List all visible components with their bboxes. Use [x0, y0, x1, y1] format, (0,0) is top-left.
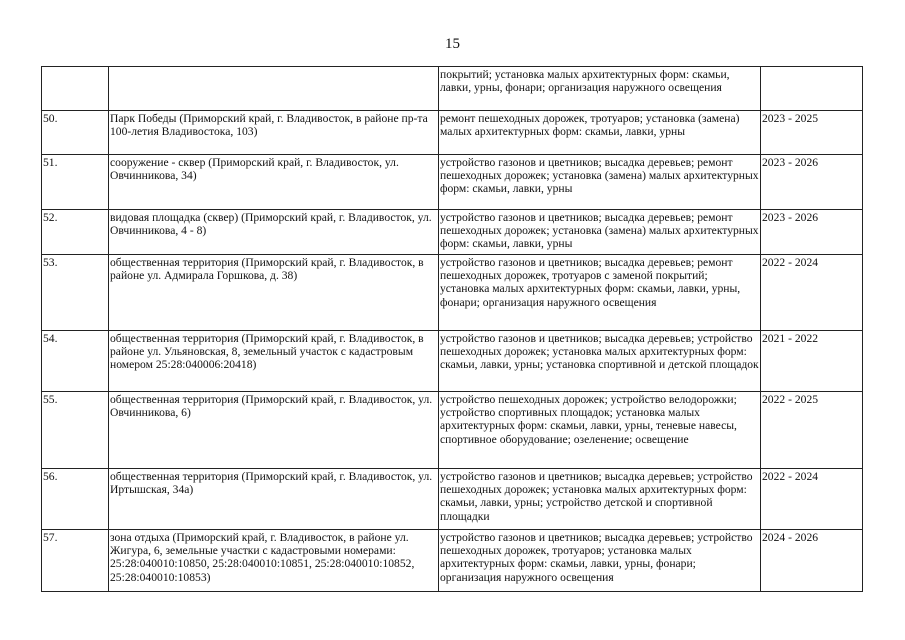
object-cell: общественная территория (Приморский край, г. Владивосток, в районе ул. Адмирала Горшкова, д. 38) — [109, 255, 439, 331]
table-row — [42, 469, 863, 530]
years-cell: 2024 - 2026 — [761, 530, 863, 592]
table-row — [42, 255, 863, 331]
row-number: 51. — [42, 155, 109, 210]
object-cell: общественная территория (Приморский край, г. Владивосток, ул. Овчинникова, 6) — [109, 392, 439, 469]
years-cell: 2022 - 2024 — [761, 255, 863, 331]
table-row — [42, 67, 863, 111]
object-cell — [109, 67, 439, 111]
table-row — [42, 392, 863, 469]
years-cell: 2021 - 2022 — [761, 331, 863, 392]
works-cell: устройство газонов и цветников; высадка деревьев; устройство пешеходных дорожек; установка малых архитектурных форм: скамьи, лавки, урны; установка спортивной и детской площадок — [439, 331, 761, 392]
row-number: 56. — [42, 469, 109, 530]
object-cell: видовая площадка (сквер) (Приморский край, г. Владивосток, ул. Овчинникова, 4 - 8) — [109, 210, 439, 255]
row-number: 54. — [42, 331, 109, 392]
object-cell: зона отдыха (Приморский край, г. Владивосток, в районе ул. Жигура, 6, земельные участки с кадастровыми номерами: 25:28:040010:10850, 25:28:040010:10851, 25:28:040010:10852, 25:28:040010:10853) — [109, 530, 439, 592]
works-cell: ремонт пешеходных дорожек, тротуаров; установка (замена) малых архитектурных форм: скамьи, лавки, урны — [439, 111, 761, 155]
years-cell: 2022 - 2024 — [761, 469, 863, 530]
years-cell: 2023 - 2026 — [761, 155, 863, 210]
row-number: 55. — [42, 392, 109, 469]
works-cell: устройство газонов и цветников; высадка деревьев; устройство пешеходных дорожек, тротуаров; установка малых архитектурных форм: скамьи, лавки, урны, фонари; организация наружного освещения — [439, 530, 761, 592]
object-cell: Парк Победы (Приморский край, г. Владивосток, в районе пр-та 100-летия Владивостока, 103) — [109, 111, 439, 155]
works-cell: устройство газонов и цветников; высадка деревьев; ремонт пешеходных дорожек, тротуаров с заменой покрытий; установка малых архитектурных форм: скамьи, лавки, урны, фонари; организация наружного освещения — [439, 255, 761, 331]
works-cell: покрытий; установка малых архитектурных форм: скамьи, лавки, урны, фонари; организация наружного освещения — [439, 67, 761, 111]
table-row — [42, 111, 863, 155]
object-cell: сооружение - сквер (Приморский край, г. Владивосток, ул. Овчинникова, 34) — [109, 155, 439, 210]
improvement-table — [41, 66, 863, 592]
row-number: 53. — [42, 255, 109, 331]
years-cell: 2022 - 2025 — [761, 392, 863, 469]
object-cell: общественная территория (Приморский край, г. Владивосток, в районе ул. Ульяновская, 8, земельный участок с кадастровым номером 25:28:040006:20418) — [109, 331, 439, 392]
years-cell: 2023 - 2026 — [761, 210, 863, 255]
page-number: 15 — [445, 36, 460, 52]
works-cell: устройство пешеходных дорожек; устройство велодорожки; устройство спортивных площадок; установка малых архитектурных форм: скамьи, лавки, урны, теневые навесы, спортивное оборудование; озеленение; освещение — [439, 392, 761, 469]
years-cell: 2023 - 2025 — [761, 111, 863, 155]
table-row — [42, 530, 863, 592]
works-cell: устройство газонов и цветников; высадка деревьев; ремонт пешеходных дорожек; установка (замена) малых архитектурных форм: скамьи, лавки, урны — [439, 155, 761, 210]
table-row — [42, 331, 863, 392]
works-cell: устройство газонов и цветников; высадка деревьев; ремонт пешеходных дорожек; установка (замена) малых архитектурных форм: скамьи, лавки, урны — [439, 210, 761, 255]
row-number: 52. — [42, 210, 109, 255]
table-row — [42, 210, 863, 255]
years-cell — [761, 67, 863, 111]
works-cell: устройство газонов и цветников; высадка деревьев; устройство пешеходных дорожек; установка малых архитектурных форм: скамьи, лавки, урны; устройство детской и спортивной площадки — [439, 469, 761, 530]
object-cell: общественная территория (Приморский край, г. Владивосток, ул. Иртышская, 34а) — [109, 469, 439, 530]
row-number: 57. — [42, 530, 109, 592]
row-number — [42, 67, 109, 111]
row-number: 50. — [42, 111, 109, 155]
table-row — [42, 155, 863, 210]
